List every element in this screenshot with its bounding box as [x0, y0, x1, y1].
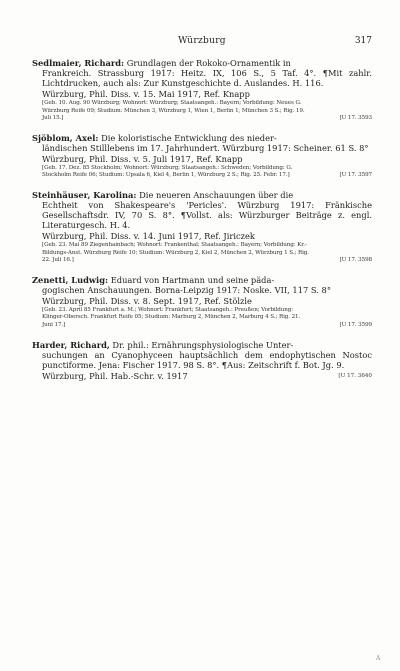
list-item [32, 133, 372, 180]
entry-catalog-number: [U 17. 3599 [339, 321, 372, 328]
list-item [32, 190, 372, 265]
entry-dissertation: Würzburg, Phil. Diss. v. 5. Juli 1917, Ref. Knapp [42, 153, 243, 164]
running-title: Würzburg [178, 36, 226, 46]
entry-author: Sjöblom, Axel: [32, 132, 99, 143]
entry-title-line: Grundlagen der Rokoko-Ornamentik in [126, 58, 291, 68]
entry-biography-text: [Geb. 17. Dez. 85 Stockholm; Wohnort: Würzburg; Staatsangeh.: Schweden; Vorbildung: G. Stockholm Reife 06; Studium: Upsala 6, Kiel 4, Berlin 1, Würzburg 2 S.; Rig. 25. Febr. 17.] [42, 164, 293, 179]
running-head [32, 36, 372, 50]
entry-biography-text: [Geb. 23. Mai 89 Ziegenhainbach; Wohnort: Frankenthal; Staatsangeh.: Bayern; Vorbildung: Kr.-Bildungs-Anst. Würzburg Reife 10; Studium: Würzburg 2, Kiel 2, München 2, Würzburg 1 S.; Rig. 22. Juli 16.] [42, 241, 309, 264]
entry-biography [32, 307, 372, 330]
entry-title [32, 190, 372, 230]
entry-author: Zenetti, Ludwig: [32, 274, 109, 285]
footer-mark: A [376, 655, 381, 662]
list-item [32, 58, 372, 123]
entry-title-continued: Echtheit von Shakespeare's 'Pericles'. Würzburg 1917: Fränkische Gesellschaftsdr. IV, 70 S. 8°. ¶Vollst. als: Würzburger Beiträge z. engl. Literaturgesch. H. 4. [42, 199, 372, 230]
entry-dissertation-text: Würzburg, Phil. Hab.-Schr. v. 1917 [42, 370, 188, 381]
entry-title-continued: ländischen Stilllebens im 17. Jahrhundert. Würzburg 1917: Scheiner. 61 S. 8° [42, 142, 369, 153]
entry-dissertation: Würzburg, Phil. Diss. v. 8. Sept. 1917, Ref. Stölzle [42, 295, 252, 306]
entry-dissertation: Würzburg, Phil. Diss. v. 15. Mai 1917, Ref. Knapp [42, 89, 250, 99]
entry-catalog-number: [U 17. 3598 [339, 257, 372, 264]
entry-title-line: Dr. phil.: Ernährungsphysiologische Unter- [112, 339, 294, 350]
entry-title-continued: suchungen an Cyanophyceen hauptsächlich dem endophytischen Nostoc punctiforme. Jena: Fischer 1917. 98 S. 8°. ¶Aus: Zeitschrift f. Bot. Jg. 9. [42, 349, 372, 370]
entry-biography [32, 165, 372, 180]
entry-title-line: Die koloristische Entwicklung des nieder- [101, 132, 277, 143]
dissertation-list [32, 58, 372, 392]
entry-biography-text: [Geb. 10. Aug. 90 Würzburg; Wohnort: Würzburg; Staatsangeh.: Bayern; Vorbildung: Neues G. Würzburg Reife 09; Studium: München 3, Würzburg 1, Wien 1, Berlin 1, München 3 S.; Rig. 19. Juli 15.] [42, 100, 305, 122]
entry-title-line: Eduard von Hartmann und seine päda- [110, 274, 275, 285]
list-item [32, 275, 372, 330]
entry-author: Harder, Richard, [32, 339, 110, 350]
entry-biography [32, 242, 372, 265]
entry-catalog-number: [U 17. 3597 [339, 172, 372, 179]
entry-title-line: Die neueren Anschauungen über die [139, 189, 294, 200]
entry-dissertation: Würzburg, Phil. Diss. v. 14. Juni 1917, Ref. Jiriczek [42, 230, 255, 241]
entry-biography-text: [Geb. 23. April 85 Frankfurt a. M.; Wohnort: Frankfurt; Staatsangeh.: Preußen; Vorbildung: Klinger-Obersch. Frankfurt Reife 05; Studium: Marburg 2, München 2, Marburg 4 S.; Rig. 21. Juni 17.] [42, 306, 301, 328]
entry-title [32, 58, 372, 88]
entry-dissertation [32, 371, 372, 382]
entry-catalog-number: [U 17. 3640 [338, 372, 372, 379]
entry-catalog-number: [U 17. 3593 [339, 115, 372, 122]
entry-title-continued: Frankreich. Strassburg 1917: Heitz. IX, 106 S., 5 Taf. 4°. ¶Mit zahlr. Lichtdrucken, auch als: Zur Kunstgeschichte d. Auslandes. H. 116. [42, 68, 372, 88]
page-number: 317 [354, 36, 372, 46]
list-item [32, 340, 372, 382]
entry-author: Steinhäuser, Karolina: [32, 189, 137, 200]
entry-title [32, 133, 372, 153]
entry-title [32, 340, 372, 370]
entry-title-continued: gogischen Anschauungen. Borna-Leipzig 1917: Noske. VII, 117 S. 8° [42, 284, 331, 295]
entry-biography [32, 100, 372, 123]
entry-title [32, 275, 372, 295]
entry-author: Sedlmaier, Richard: [32, 58, 125, 68]
